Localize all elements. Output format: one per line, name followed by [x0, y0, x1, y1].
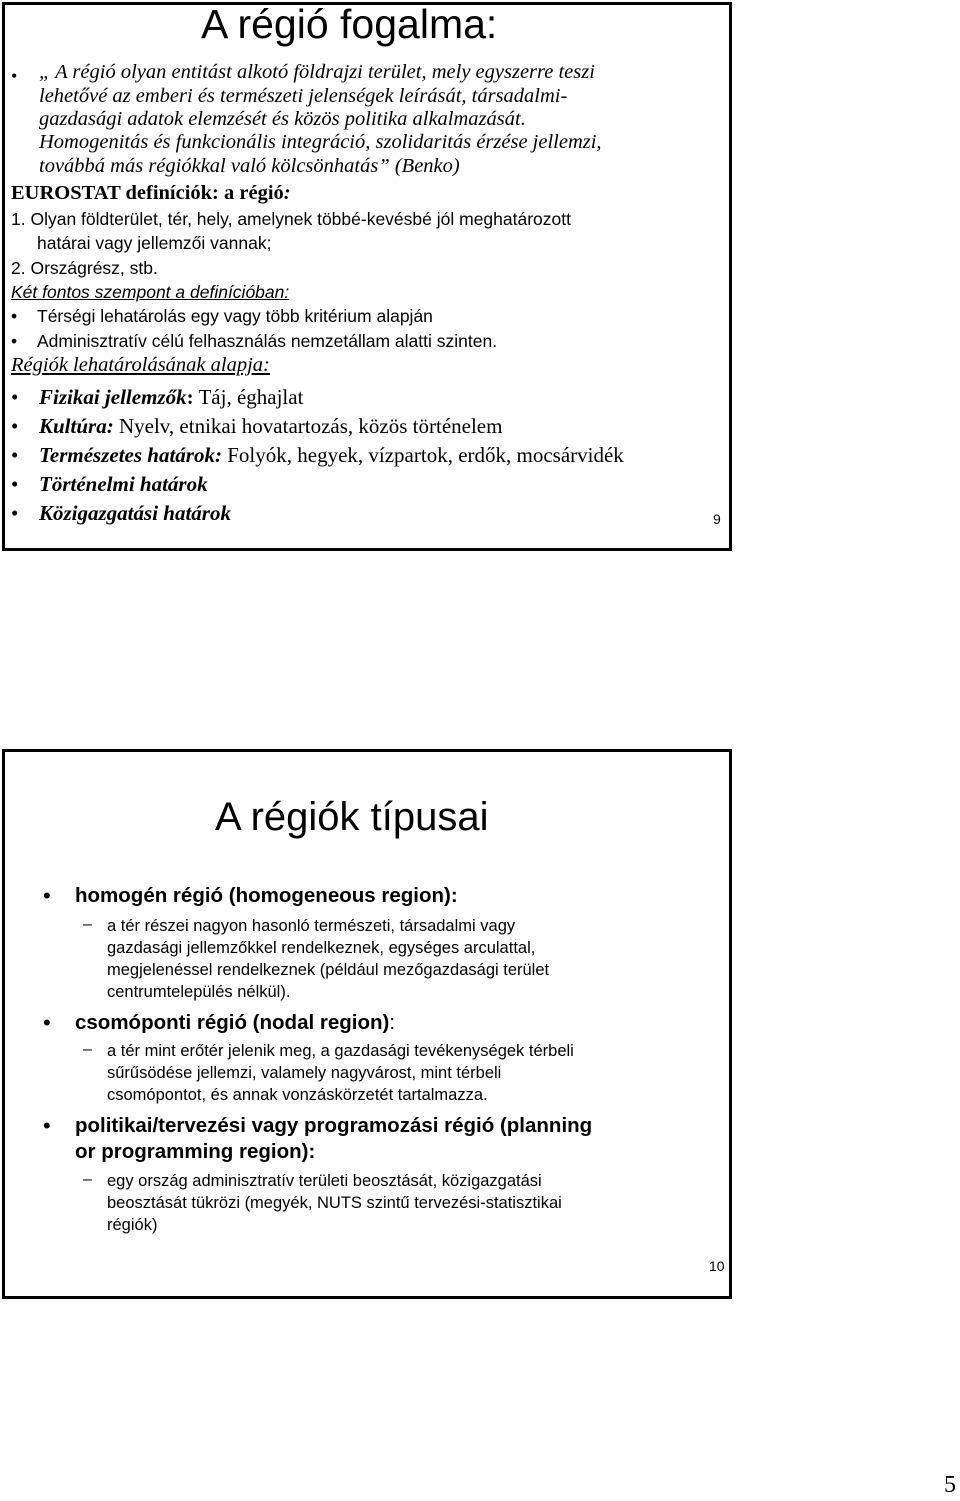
definition-line: 2. Országrész, stb. — [11, 258, 158, 278]
document-page-number: 5 — [944, 1472, 956, 1498]
aspect-item: Térségi lehatárolás egy vagy több kritérium alapján — [37, 306, 433, 326]
section-heading: csomóponti régió (nodal region): — [75, 1011, 396, 1034]
section-body-line: beosztását tükrözi (megyék, NUTS szintű tervezési-statisztikai — [107, 1194, 562, 1212]
basis-item: Közigazgatási határok — [39, 501, 231, 525]
slide-title: A régió fogalma: — [201, 1, 498, 47]
basis-heading: Régiók lehatárolásának alapja: — [11, 354, 270, 376]
basis-item: Kultúra: Nyelv, etnikai hovatartozás, közös történelem — [39, 414, 503, 438]
section-body-line: a tér mint erőtér jelenik meg, a gazdasági tevékenységek térbeli — [107, 1042, 574, 1060]
aspect-item: Adminisztratív célú felhasználás nemzetállam alatti szinten. — [37, 331, 498, 351]
slide-10 — [2, 749, 732, 1299]
section-heading: or programming region): — [75, 1140, 316, 1163]
quote-line: gazdasági adatok elemzését és közös politika alkalmazását. — [39, 108, 526, 130]
section-body-line: egy ország adminisztratív területi beosztását, közigazgatási — [107, 1172, 542, 1190]
slide-9 — [2, 2, 732, 551]
bullet: • — [11, 331, 18, 351]
quote-line: Homogenitás és funkcionális integráció, szolidaritás érzése jellemzi, — [39, 131, 602, 153]
section-body-line: régiók) — [107, 1216, 158, 1234]
slide-page-number: 9 — [713, 511, 721, 527]
bullet: • — [11, 501, 19, 525]
bullet: • — [11, 385, 19, 409]
dash: – — [83, 1171, 92, 1188]
section-body-line: centrumtelepülés nélkül). — [107, 983, 291, 1001]
slide-page-number: 10 — [709, 1258, 725, 1274]
section-heading: homogén régió (homogeneous region): — [75, 884, 458, 907]
slide-title: A régiók típusai — [215, 795, 489, 839]
bullet: • — [11, 306, 18, 326]
section-body-line: csomópontot, és annak vonzáskörzetét tartalmazza. — [107, 1086, 488, 1104]
definition-line: határai vagy jellemzői vannak; — [37, 233, 272, 253]
eurostat-heading: EUROSTAT definíciók: a régió: — [11, 182, 291, 204]
quote-line: továbbá más régiókkal való kölcsönhatás” (Benko) — [39, 155, 460, 177]
section-body-line: megjelenéssel rendelkeznek (például mezőgazdasági terület — [107, 961, 550, 979]
section-body-line: a tér részei nagyon hasonló természeti, társadalmi vagy — [107, 917, 516, 935]
bullet: • — [43, 883, 51, 908]
dash: – — [83, 916, 92, 933]
bullet: • — [43, 1113, 51, 1138]
bullet: • — [11, 472, 19, 496]
quote-line: lehetővé az emberi és természeti jelenségek leírását, társadalmi- — [39, 85, 568, 107]
definition-line: 1. Olyan földterület, tér, hely, amelynek többé-kevésbé jól meghatározott — [11, 209, 571, 229]
dash: – — [83, 1041, 92, 1058]
basis-item: Történelmi határok — [39, 472, 208, 496]
bullet: • — [11, 443, 19, 467]
bullet: • — [43, 1010, 51, 1035]
bullet: • — [11, 66, 18, 86]
quote-line: „ A régió olyan entitást alkotó földrajzi terület, mely egyszerre teszi — [39, 61, 595, 83]
section-body-line: gazdasági jellemzőkkel rendelkeznek, egységes arculattal, — [107, 939, 536, 957]
section-body-line: sűrűsödése jellemzi, valamely nagyvárost, mint térbeli — [107, 1064, 502, 1082]
basis-item: Természetes határok: Folyók, hegyek, vízpartok, erdők, mocsárvidék — [39, 443, 624, 467]
section-heading: politikai/tervezési vagy programozási régió (planning — [75, 1114, 593, 1137]
bullet: • — [11, 414, 19, 438]
aspects-heading: Két fontos szempont a definícióban: — [11, 282, 290, 302]
basis-item: Fizikai jellemzők: Táj, éghajlat — [39, 385, 304, 409]
